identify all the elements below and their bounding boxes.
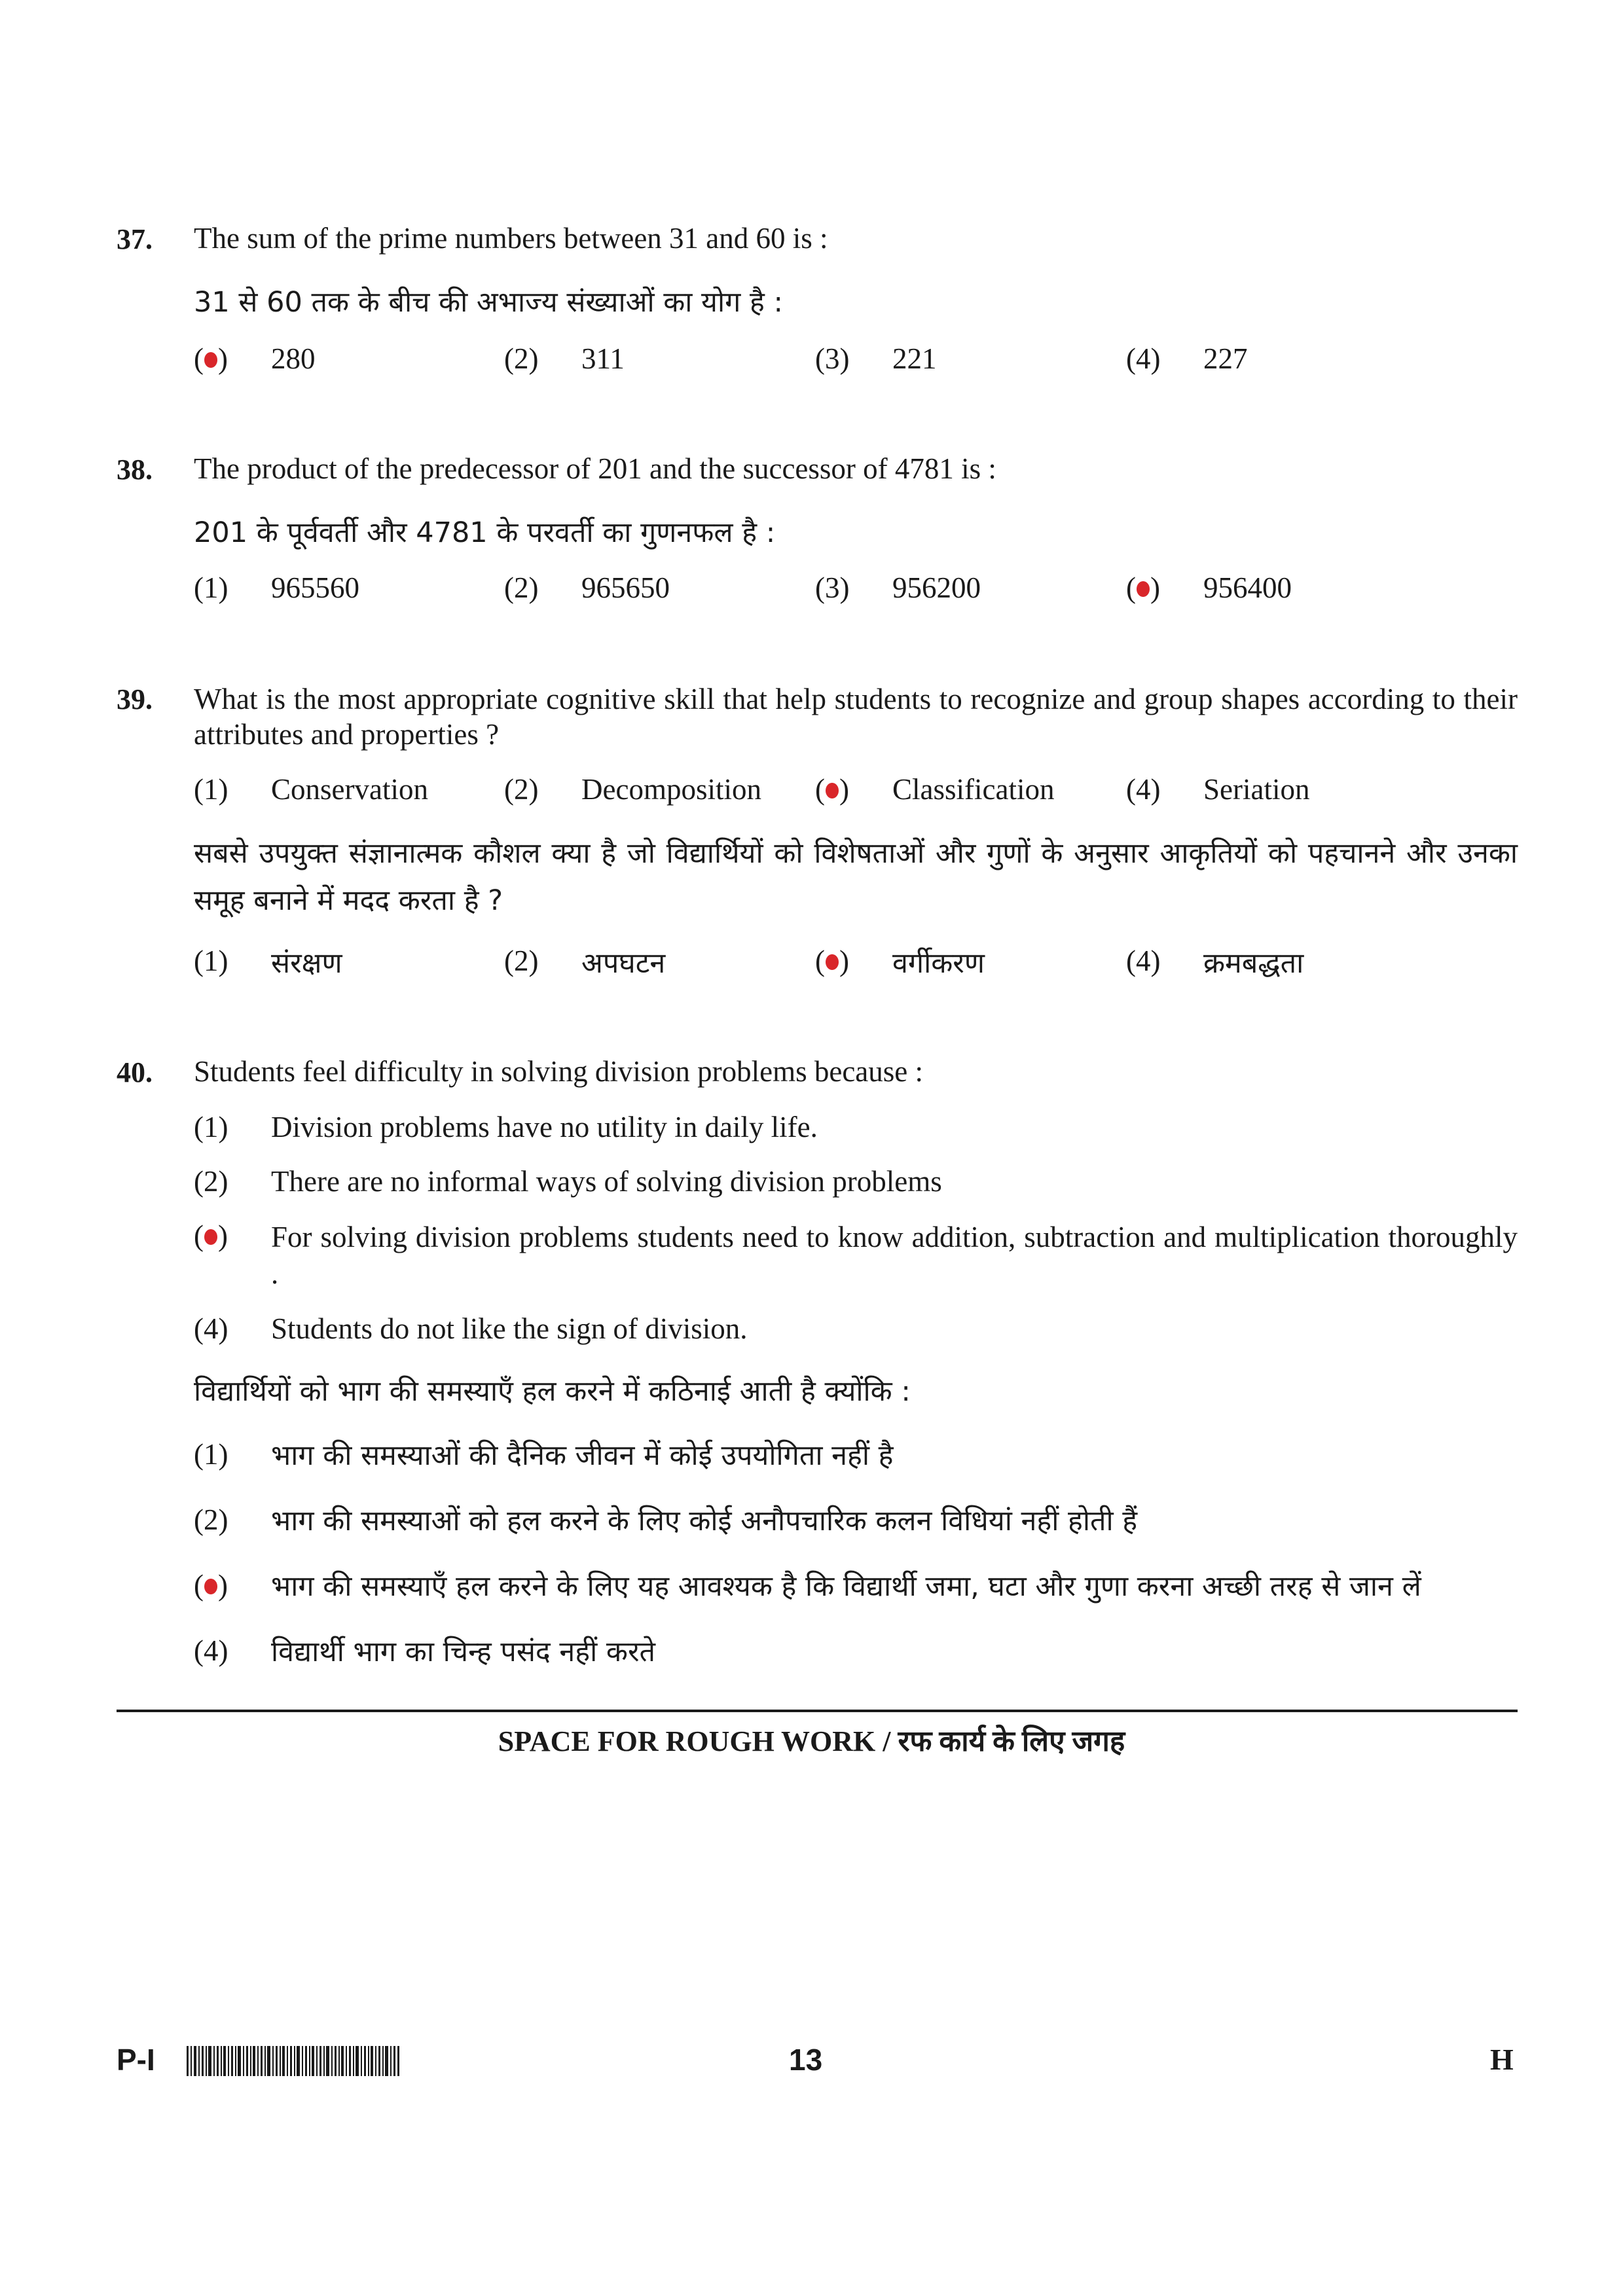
option-text[interactable]: भाग की समस्याएँ हल करने के लिए यह आवश्यक है कि विद्यार्थी जमा, घटा और गुणा करना अच्छी तरह से जान लें [271,1570,1421,1603]
answer-mark-icon [204,352,217,368]
option-text[interactable]: Students do not like the sign of division. [271,1312,748,1345]
option-text[interactable]: 311 [581,342,625,375]
option-number-marked[interactable]: ( ) [1126,571,1160,604]
option-number[interactable]: (2) [194,1503,228,1536]
option-number[interactable]: (4) [194,1312,228,1345]
option-number[interactable]: (1) [194,944,228,977]
option-number[interactable]: (4) [1126,342,1161,375]
option-text[interactable]: 280 [271,342,316,375]
option-text[interactable]: भाग की समस्याओं को हल करने के लिए कोई अनौपचारिक कलन विधियां नहीं होती हैं [271,1505,1138,1537]
page-number: 13 [789,2043,823,2077]
rough-work-heading: SPACE FOR ROUGH WORK / रफ कार्य के लिए जगह [498,1725,1125,1757]
option-text[interactable]: There are no informal ways of solving division problems [271,1165,942,1198]
option-text[interactable]: Seriation [1203,773,1310,806]
option-number[interactable]: (2) [504,773,539,806]
option-text[interactable]: 956200 [892,571,981,604]
option-number-marked[interactable]: ( ) [194,1569,228,1602]
question-text-en: What is the most appropriate cognitive skill that help students to recognize and group shapes according to their attributes and properties ? [194,683,1518,751]
option-text[interactable]: क्रमबद्धता [1203,947,1304,980]
option-number[interactable]: (4) [194,1634,228,1667]
question-text-hi: 31 से 60 तक के बीच की अभाज्य संख्याओं का योग है : [194,286,784,319]
answer-mark-icon [1137,581,1150,597]
option-text[interactable]: 956400 [1203,571,1292,604]
question-text-en: The sum of the prime numbers between 31 and 60 is : [194,222,828,255]
answer-mark-icon [204,1579,217,1594]
option-number[interactable]: (2) [504,342,539,375]
option-number[interactable]: (2) [194,1165,228,1198]
question-number: 38. [117,454,153,486]
answer-mark-icon [826,783,839,798]
option-number-marked[interactable]: ( ) [194,342,228,375]
question-text-hi: 201 के पूर्ववर्ती और 4781 के परवर्ती का गुणनफल है : [194,516,776,549]
footer-paper-code: P-I [117,2043,155,2077]
option-text[interactable]: अपघटन [581,947,666,980]
question-text-en: The product of the predecessor of 201 and the successor of 4781 is : [194,452,996,485]
option-number[interactable]: (4) [1126,773,1161,806]
question-number: 40. [117,1056,153,1088]
question-number: 37. [117,223,153,255]
option-text[interactable]: वर्गीकरण [892,947,985,980]
divider-rule [117,1710,1518,1712]
answer-mark-icon [826,954,839,970]
option-text[interactable]: Division problems have no utility in daily life. [271,1111,818,1143]
option-text[interactable]: For solving division problems students need to know addition, subtraction and multiplication thoroughly . [271,1221,1518,1290]
option-text[interactable]: 227 [1203,342,1248,375]
option-number-marked[interactable]: ( ) [815,944,849,977]
answer-mark-icon [204,1229,217,1245]
option-text[interactable]: 965560 [271,571,359,604]
option-text[interactable]: विद्यार्थी भाग का चिन्ह पसंद नहीं करते [271,1636,656,1668]
option-text[interactable]: संरक्षण [271,947,342,980]
option-text[interactable]: 221 [892,342,937,375]
option-number[interactable]: (2) [504,571,539,604]
option-number-marked[interactable]: ( ) [194,1219,228,1252]
option-text[interactable]: Classification [892,773,1055,806]
option-number[interactable]: (2) [504,944,539,977]
option-text[interactable]: Conservation [271,773,428,806]
option-number-marked[interactable]: ( ) [815,773,849,806]
option-number[interactable]: (1) [194,571,228,604]
question-text-hi: सबसे उपयुक्त संज्ञानात्मक कौशल क्या है जो विद्यार्थियों को विशेषताओं और गुणों के अनुसार आकृतियों को पहचानने और उनका समूह बनाने में मदद करता है ? [194,837,1518,917]
option-text[interactable]: भाग की समस्याओं की दैनिक जीवन में कोई उपयोगिता नहीं है [271,1439,894,1472]
question-text-hi: विद्यार्थियों को भाग की समस्याएँ हल करने में कठिनाई आती है क्योंकि : [194,1375,911,1408]
option-number[interactable]: (1) [194,773,228,806]
option-number[interactable]: (3) [815,571,850,604]
option-number[interactable]: (3) [815,342,850,375]
option-number[interactable]: (1) [194,1111,228,1143]
question-text-en: Students feel difficulty in solving division problems because : [194,1055,924,1088]
option-number[interactable]: (1) [194,1438,228,1471]
option-number[interactable]: (4) [1126,944,1161,977]
question-number: 39. [117,683,153,715]
footer-set-code: H [1490,2043,1514,2076]
option-text[interactable]: 965650 [581,571,670,604]
barcode-icon [187,2046,399,2076]
option-text[interactable]: Decomposition [581,773,761,806]
